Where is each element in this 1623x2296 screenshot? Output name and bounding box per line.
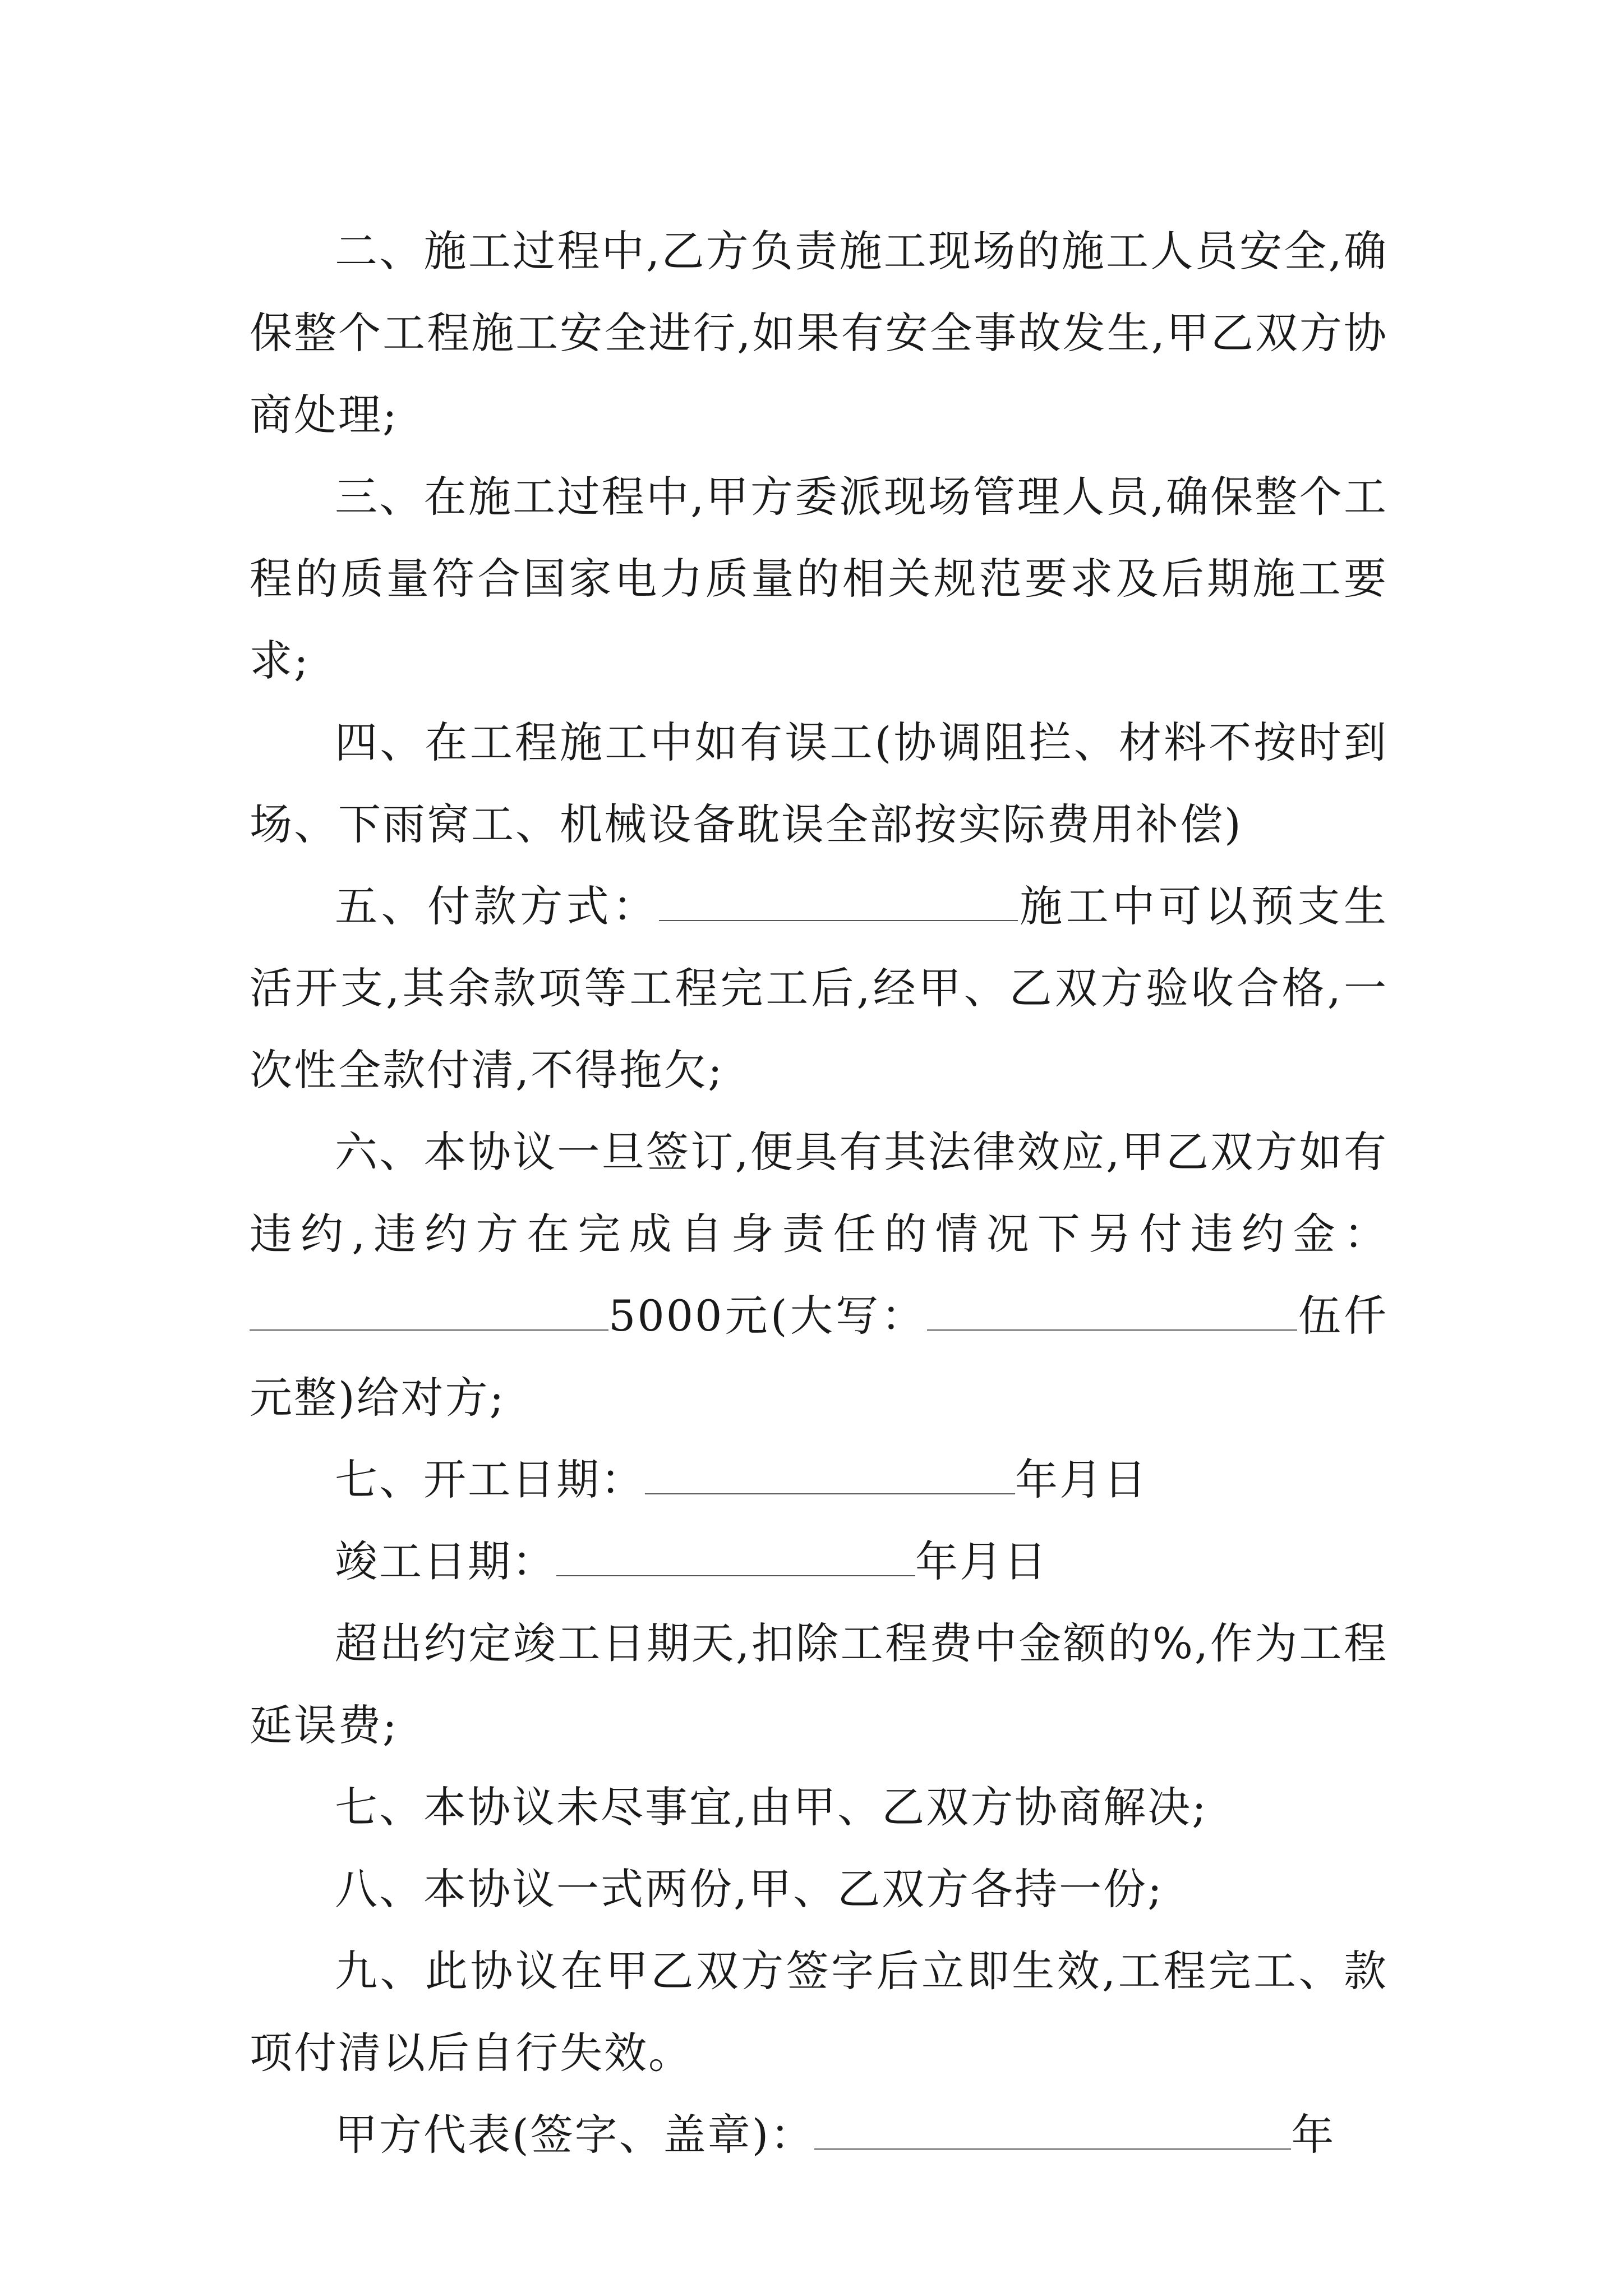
start-date-blank[interactable] [645, 1460, 1015, 1494]
completion-date [250, 1521, 1388, 1603]
clause-9: 八、本协议一式两份,甲、乙双方各持一份; [335, 1864, 1164, 1914]
clause-10: 九、此协议在甲乙双方签字后立即生效,工程完工、款项付清以后自行失效。 [250, 1946, 1388, 2078]
party-a-label: 甲方代表(签字、盖章)： [335, 2110, 815, 2160]
payment-label: 五、付款方式： [335, 881, 659, 931]
completion-date-blank[interactable] [556, 1542, 915, 1576]
completion-date-label: 竣工日期： [335, 1536, 556, 1586]
start-date-label: 七、开工日期： [335, 1455, 645, 1504]
clause-8: 七、本协议未尽事宜,由甲、乙双方协商解决; [335, 1782, 1208, 1832]
clause-5-payment [250, 866, 1388, 1111]
penalty-text: 六、本协议一旦签订,便具有其法律效应,甲乙双方如有违约,违约方在完成自身责任的情况下另付违约金： [250, 1127, 1388, 1259]
clause-6-penalty [250, 1111, 1388, 1439]
party-a-signature [250, 2094, 1388, 2176]
clause-2: 二、施工过程中,乙方负责施工现场的施工人员安全,确保整个工程施工安全进行,如果有安全事故发生,甲乙双方协商处理; [250, 226, 1388, 440]
clause-4: 四、在工程施工中如有误工(协调阻拦、材料不按时到场、下雨窝工、机械设备耽误全部按实际费用补偿) [250, 717, 1388, 849]
penalty-words-blank[interactable] [927, 1296, 1297, 1331]
clause-7-start-date [250, 1439, 1388, 1521]
penalty-amount: 5000元(大写： [608, 1291, 927, 1341]
penalty-blank[interactable] [250, 1296, 608, 1331]
party-a-signature-blank[interactable] [814, 2115, 1291, 2150]
start-date-suffix: 年月日 [1015, 1455, 1148, 1504]
payment-text: 施工中可以预支生活开支,其余款项等工程完工后,经甲、乙双方验收合格,一次性全款付清,不得拖欠; [250, 881, 1389, 1095]
payment-method-blank[interactable] [659, 886, 1018, 921]
party-a-year: 年 [1291, 2110, 1336, 2160]
penalty-amount-words: 伍仟元整)给对方; [250, 1291, 1388, 1423]
clause-3: 三、在施工过程中,甲方委派现场管理人员,确保整个工程的质量符合国家电力质量的相关规范要求及后期施工要求; [250, 472, 1388, 685]
delay-penalty: 超出约定竣工日期天,扣除工程费中金额的%,作为工程延误费; [250, 1618, 1388, 1750]
completion-date-suffix: 年月日 [915, 1536, 1048, 1586]
document-body [250, 210, 1388, 2176]
